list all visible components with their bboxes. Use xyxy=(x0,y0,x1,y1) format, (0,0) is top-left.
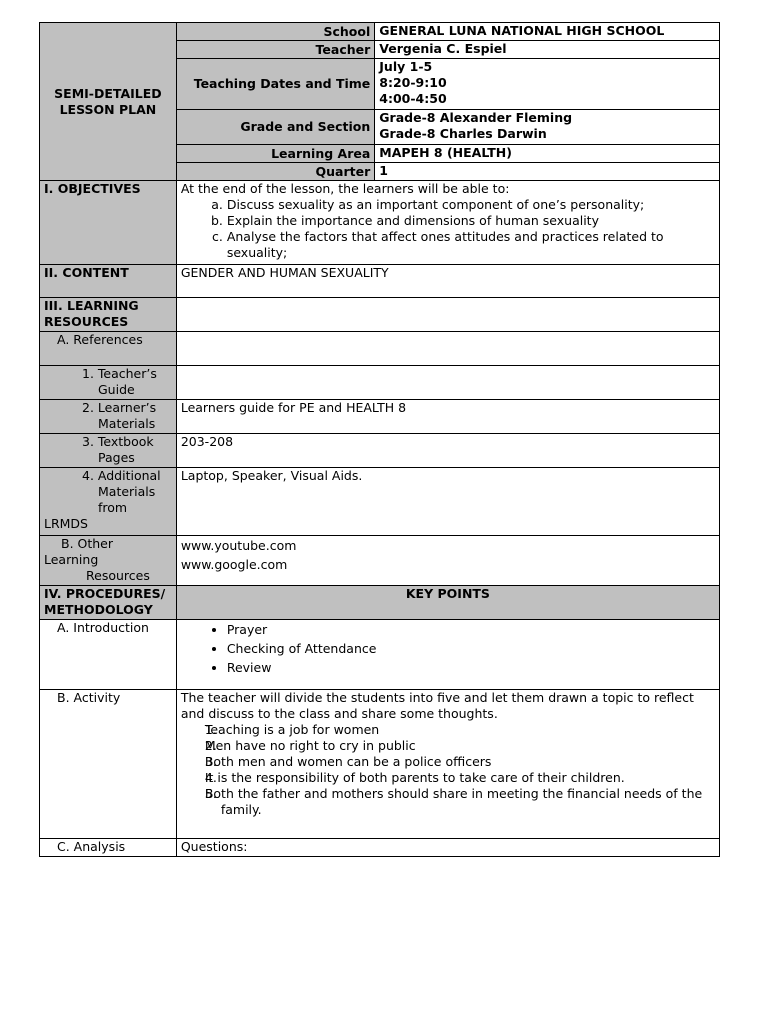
teacher-value: Vergenia C. Espiel xyxy=(375,41,720,59)
title-line: SEMI-DETAILED xyxy=(54,85,162,101)
analysis-value: Questions: xyxy=(176,839,719,857)
other-resources-value xyxy=(176,536,719,586)
label-line: B. Other xyxy=(61,536,114,551)
objectives-label: I. OBJECTIVES xyxy=(40,181,177,265)
dates-label: Teaching Dates and Time xyxy=(176,59,374,110)
grade-label: Grade and Section xyxy=(176,110,374,145)
quarter-label: Quarter xyxy=(176,163,374,181)
list-item: • Review xyxy=(227,658,715,677)
textbook-pages-label xyxy=(40,434,177,468)
label-line: LRMDS xyxy=(44,516,88,531)
lesson-plan-title xyxy=(40,23,177,181)
label-line: Materials xyxy=(98,416,156,431)
list-item: • Checking of Attendance xyxy=(227,639,715,658)
date-line: July 1-5 xyxy=(379,59,433,74)
list-item: c. Analyse the factors that affect ones attitudes and practices related to sexuality; xyxy=(227,229,715,261)
list-item: b. Explain the importance and dimensions of human sexuality xyxy=(227,213,715,229)
content-value: GENDER AND HUMAN SEXUALITY xyxy=(176,265,719,298)
procedures-label xyxy=(40,586,177,620)
resources-label-line: III. LEARNING xyxy=(44,298,139,313)
resources-label xyxy=(40,298,177,332)
list-item: a. Discuss sexuality as an important component of one’s personality; xyxy=(227,197,715,213)
objectives-content xyxy=(176,181,719,265)
activity-content xyxy=(176,690,719,839)
introduction-list xyxy=(181,620,715,677)
school-label: School xyxy=(176,23,374,41)
label-line: 1. Teacher’s xyxy=(82,366,157,381)
additional-materials-value: Laptop, Speaker, Visual Aids. xyxy=(176,468,719,536)
textbook-pages-value: 203-208 xyxy=(176,434,719,468)
label-line: Learning xyxy=(44,552,99,567)
introduction-label: A. Introduction xyxy=(40,620,177,690)
label-line: Resources xyxy=(86,568,150,583)
time-line: 8:20-9:10 xyxy=(379,75,447,90)
area-value: MAPEH 8 (HEALTH) xyxy=(375,145,720,163)
resource-link: www.google.com xyxy=(180,557,288,572)
dates-value xyxy=(375,59,720,110)
list-item: 5. Both the father and mothers should share in meeting the financial needs of the family. xyxy=(221,786,715,818)
label-line: Guide xyxy=(98,382,135,397)
teachers-guide-value xyxy=(176,366,719,400)
teacher-label: Teacher xyxy=(176,41,374,59)
objectives-intro: At the end of the lesson, the learners will be able to: xyxy=(180,181,510,196)
quarter-value: 1 xyxy=(375,163,720,181)
activity-text: The teacher will divide the students into five and let them drawn a topic to reflect and discuss to the class and share some thoughts. xyxy=(180,690,694,721)
content-label: II. CONTENT xyxy=(40,265,177,298)
section-line: Grade-8 Alexander Fleming xyxy=(379,110,573,125)
objectives-list xyxy=(181,197,715,261)
resources-label-line: RESOURCES xyxy=(44,314,129,329)
list-item: 4. It is the responsibility of both parents to take care of their children. xyxy=(221,770,715,786)
list-item: 2. Men have no right to cry in public xyxy=(221,738,715,754)
list-item: • Prayer xyxy=(227,620,715,639)
resources-value xyxy=(176,298,719,332)
procedures-label-line: IV. PROCEDURES/ xyxy=(44,586,166,601)
label-line: Pages xyxy=(98,450,135,465)
label-line: 3. Textbook xyxy=(82,434,154,449)
learners-materials-label xyxy=(40,400,177,434)
lesson-plan-table xyxy=(39,22,720,857)
activity-label: B. Activity xyxy=(40,690,177,839)
list-item: 1. Teaching is a job for women xyxy=(221,722,715,738)
lesson-plan-document xyxy=(39,22,720,857)
analysis-label: C. Analysis xyxy=(40,839,177,857)
introduction-content xyxy=(176,620,719,690)
learners-materials-value: Learners guide for PE and HEALTH 8 xyxy=(176,400,719,434)
section-line: Grade-8 Charles Darwin xyxy=(379,126,547,141)
key-points-header: KEY POINTS xyxy=(176,586,719,620)
area-label: Learning Area xyxy=(176,145,374,163)
references-label: A. References xyxy=(40,332,177,366)
time-line: 4:00-4:50 xyxy=(379,91,447,106)
label-line: 2. Learner’s xyxy=(82,400,157,415)
label-line: 4. Additional xyxy=(82,468,161,483)
school-value: GENERAL LUNA NATIONAL HIGH SCHOOL xyxy=(375,23,720,41)
resource-link: www.youtube.com xyxy=(180,538,297,553)
list-item: 3. Both men and women can be a police officers xyxy=(221,754,715,770)
procedures-label-line: METHODOLOGY xyxy=(44,602,153,617)
title-line: LESSON PLAN xyxy=(59,101,157,117)
other-resources-label xyxy=(40,536,177,586)
references-value xyxy=(176,332,719,366)
activity-list xyxy=(181,722,715,818)
label-line: Materials xyxy=(98,484,156,499)
additional-materials-label xyxy=(40,468,177,536)
grade-value xyxy=(375,110,720,145)
label-line: from xyxy=(98,500,128,515)
teachers-guide-label xyxy=(40,366,177,400)
